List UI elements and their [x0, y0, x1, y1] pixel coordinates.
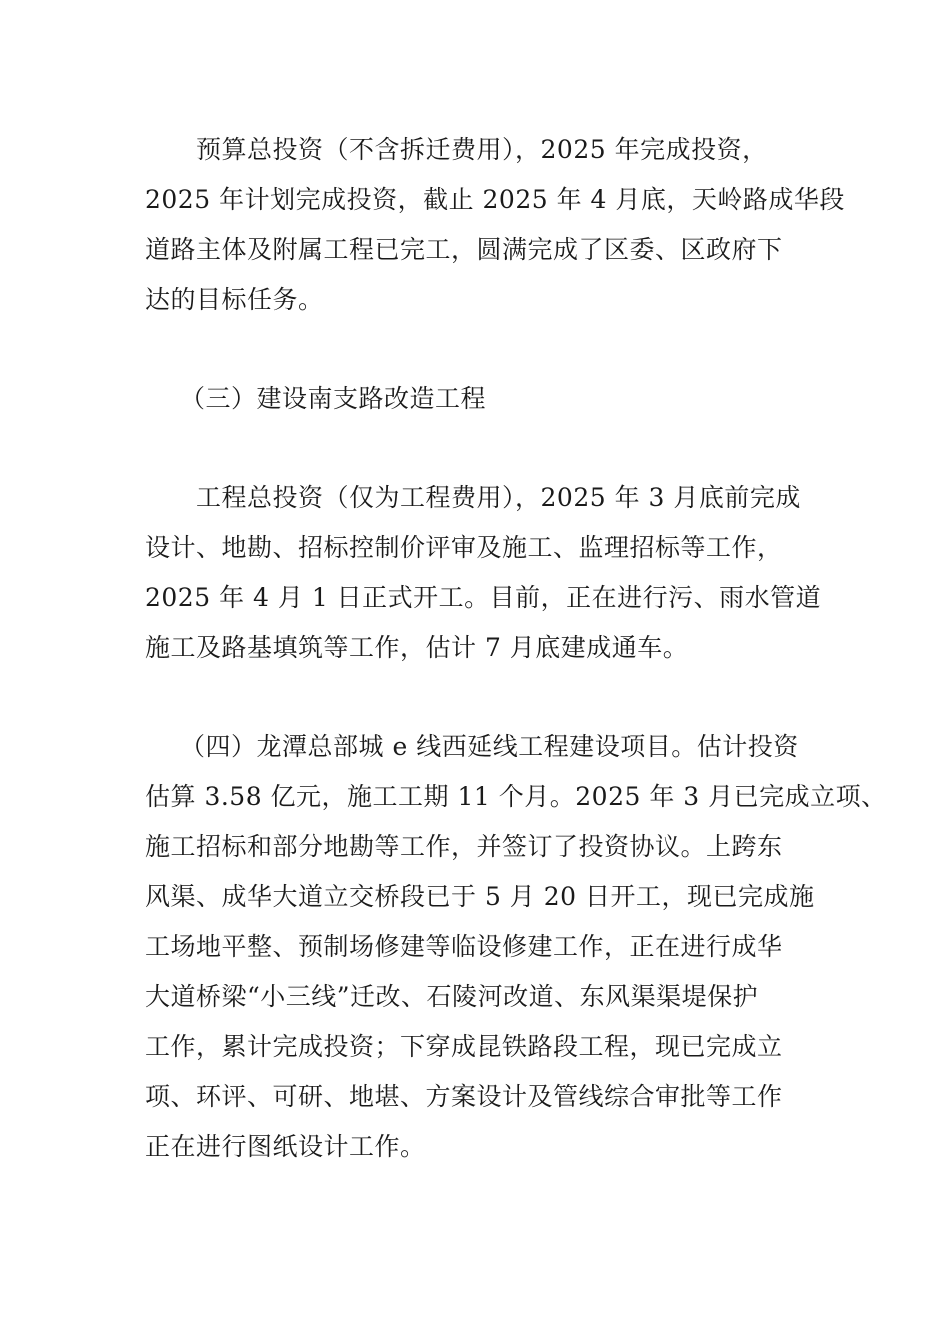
paragraph-1-line-2: 2025 年计划完成投资，截止 2025 年 4 月底，天岭路成华段 — [145, 185, 845, 214]
paragraph-3-line-5: 工场地平整、预制场修建等临设修建工作，正在进行成华 — [145, 932, 783, 961]
paragraph-3-line-3: 施工招标和部分地勘等工作，并签订了投资协议。上跨东 — [145, 832, 783, 861]
paragraph-2-line-3: 2025 年 4 月 1 日正式开工。目前，正在进行污、雨水管道 — [145, 583, 822, 612]
paragraph-3-line-1: （四）龙潭总部城 e 线西延线工程建设项目。估计投资 — [180, 732, 799, 761]
paragraph-2-line-2: 设计、地勘、招标控制价评审及施工、监理招标等工作， — [145, 533, 783, 562]
paragraph-3-line-7: 工作，累计完成投资；下穿成昆铁路段工程，现已完成立 — [145, 1032, 783, 1061]
paragraph-3-line-6: 大道桥梁“小三线”迁改、石陵河改道、东风渠渠堤保护 — [145, 982, 759, 1011]
paragraph-2-line-4: 施工及路基填筑等工作，估计 7 月底建成通车。 — [145, 633, 689, 662]
section-heading-3: （三）建设南支路改造工程 — [180, 384, 487, 413]
paragraph-2-line-1: 工程总投资（仅为工程费用），2025 年 3 月底前完成 — [196, 483, 801, 512]
paragraph-1-line-3: 道路主体及附属工程已完工，圆满完成了区委、区政府下 — [145, 235, 783, 264]
paragraph-3-line-8: 项、环评、可研、地堪、方案设计及管线综合审批等工作 — [145, 1082, 783, 1111]
paragraph-3-line-2: 估算 3.58 亿元，施工工期 11 个月。2025 年 3 月已完成立项、 — [145, 782, 887, 811]
paragraph-3-line-9: 正在进行图纸设计工作。 — [145, 1132, 426, 1161]
paragraph-3-line-4: 风渠、成华大道立交桥段已于 5 月 20 日开工，现已完成施 — [145, 882, 815, 911]
paragraph-1-line-4: 达的目标任务。 — [145, 285, 324, 314]
paragraph-1-line-1: 预算总投资（不含拆迁费用），2025 年完成投资， — [196, 135, 768, 164]
